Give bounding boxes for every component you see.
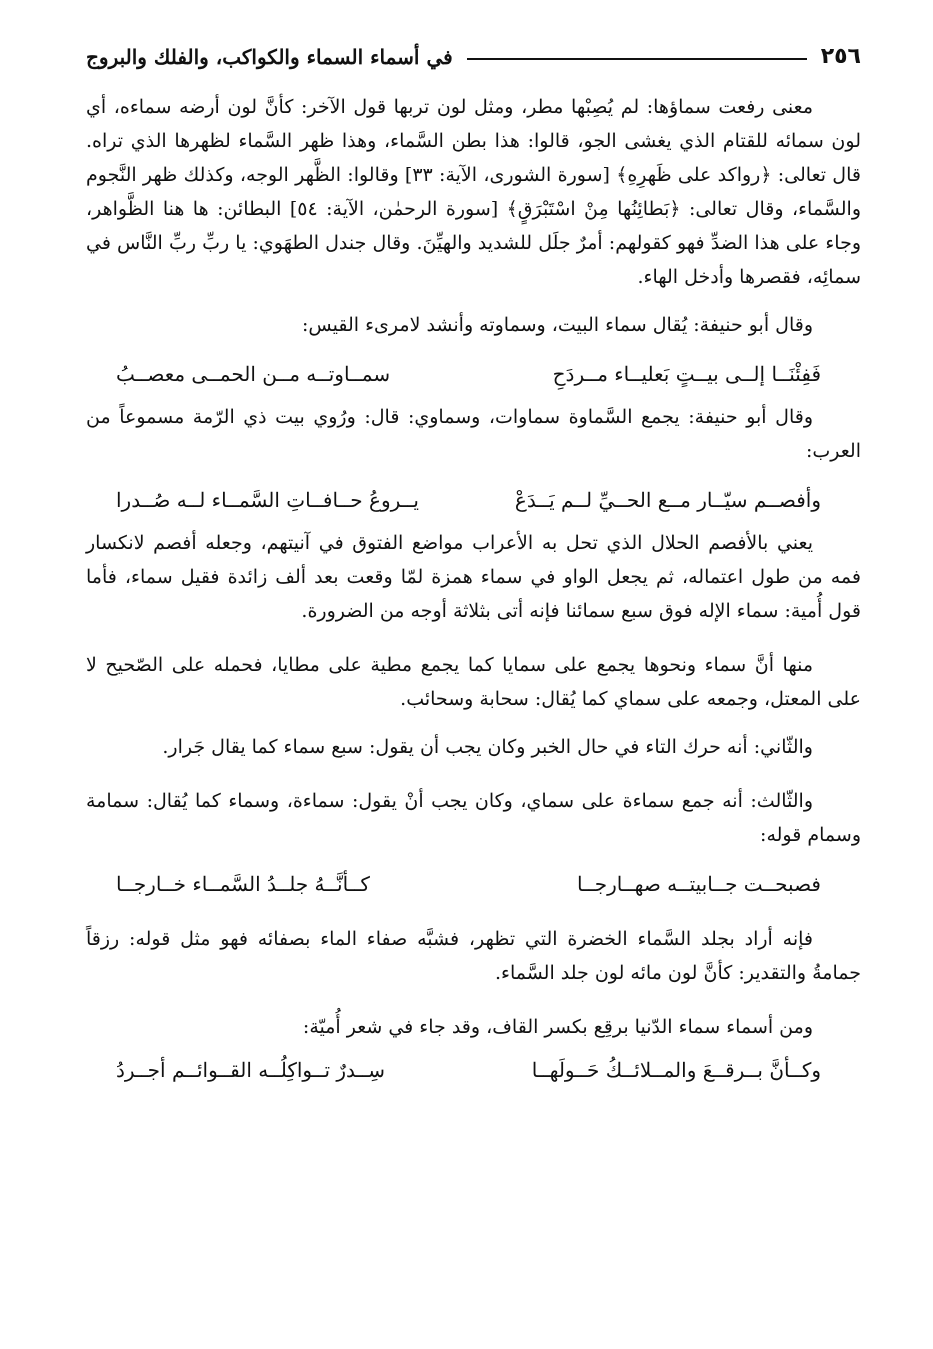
verse-1-first-hemistich: فَفِئْنَــا إلــى بيــتٍ بَعليــاء مــردَحِ (552, 362, 821, 386)
paragraph-7: والثّالث: أنه جمع سماءة على سماي، وكان يجب أنْ يقول: سماءة، وسماء كما يُقال: سمامة وسمام قوله: (86, 790, 861, 846)
paragraph-4: يعني بالأفصم الحلال الذي تحل به الأعراب مواضع الفتوق في آنيتهم، وجعله أفصم لانكسار فمه من طول اعتماله، ثم يجعل الواو في سماء همزة لمّا وقعت بعد ألف زائدة فقيل سماء، فأما قول أُمية: سماء الإله فوق سبع سمائنا فإنه أتى بثلاثة أوجه من الضرورة. (86, 532, 861, 622)
paragraph-6: والثّاني: أنه حرك التاء في حال الخبر وكان يجب أن يقول: سبع سماء كما يقال جَرار. (162, 736, 813, 758)
verse-3-first-hemistich: فصبحــت جــابيتــه صهــارجــا (576, 872, 821, 896)
paragraph-5: منها أنَّ سماء ونحوها يجمع على سمايا كما يجمع مطية على مطايا، فحمله على الصّحيح لا على المعتل، وجمعه على سماي كما يُقال: سحابة وسحائب. (86, 654, 861, 710)
paragraph-8: فإنه أراد بجلد السَّماء الخضرة التي تظهر، فشبَّه صفاء الماء بصفائه فهو مثل قوله: رزقاً جمامةُ والتقدير: كأنَّ لون مائه لون جلد السَّماء. (86, 928, 861, 984)
page-number: ٢٥٦ (820, 44, 861, 69)
verse-4 (86, 1052, 861, 1088)
header-rule (467, 58, 807, 60)
page-header (86, 42, 861, 72)
verse-1 (86, 356, 861, 392)
verse-2-first-hemistich: وأفصــم سيّــار مــع الحــيِّ لــم يَــدَعْ (514, 488, 821, 512)
verse-2-second-hemistich: يــروعُ حــافــاتِ السَّمــاء لــه صُــدرا (116, 488, 419, 512)
verse-4-first-hemistich: وكــأنَّ بــرقــعَ والمــلائــكُ حَــولَهــا (531, 1058, 821, 1082)
verse-2 (86, 482, 861, 518)
paragraph-2: وقال أبو حنيفة: يُقال سماء البيت، وسماوته وأنشد لامرىء القيس: (302, 314, 813, 336)
paragraph-9: ومن أسماء سماء الدّنيا برقِع بكسر القاف، وقد جاء في شعر أُميّة: (302, 1016, 813, 1038)
verse-1-second-hemistich: سمــاوتــه مــن الحمــى معصــبُ (116, 362, 391, 386)
running-title: في أسماء السماء والكواكب، والفلك والبروج (86, 45, 453, 69)
verse-3-second-hemistich: كــأنَّــهُ جلــدُ السَّمــاء خــارجــا (116, 872, 370, 896)
paragraph-1: معنى رفعت سماؤها: لم يُصِبْها مطر، ومثل لون تربها قول الآخر: كأنَّ لون أرضه سماءه، أي لون سمائه للقتام الذي يغشى الجو، قالوا: هذا بطن السَّماء، وهذا ظهر السَّماء لظهرها الذي تراه. قال تعالى: ﴿رواكد على ظَهرِهِ﴾ [سورة الشورى، الآية: ٣٣] وقالوا: الظَّهر الوجه، وكذلك ظهر النَّجوم والسَّماء، وقال تعالى: ﴿بَطائِنُها مِنْ اسْتَبْرَقٍ﴾ [سورة الرحمٰن، الآية: ٥٤] البطائن: ها هنا الظَّواهر، وجاء على هذا الضدِّ فهو كقولهم: أمرٌ جلَل للشديد والهيِّنَ. وقال جندل الطهَوي: يا ربِّ ربِّ النَّاس في سمائِه، فقصرها وأدخل الهاء. (86, 96, 861, 288)
verse-4-second-hemistich: سِــدرٌ تــواكِلُــه القــوائــم أجــردُ (116, 1058, 386, 1082)
paragraph-3: وقال أبو حنيفة: يجمع السَّماوة سماوات، وسماوي: قال: ورُوي بيت ذي الرّمة مسموعاً من العرب: (86, 406, 861, 462)
verse-3 (86, 866, 861, 902)
